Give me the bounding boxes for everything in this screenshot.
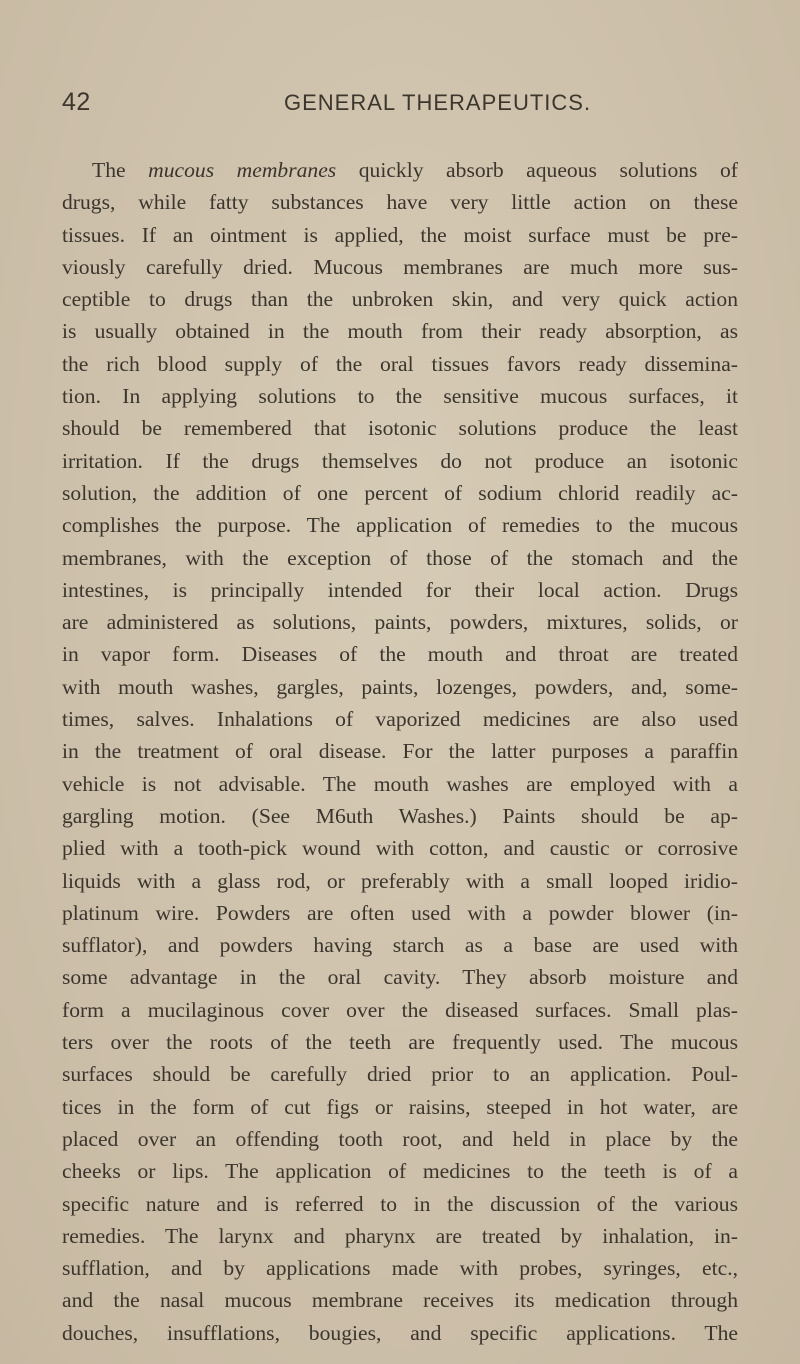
- text-line: are administered as solutions, paints, powders, mixtures, solids, or: [62, 610, 738, 635]
- text-line: gargling motion. (See M6uth Washes.) Paints should be ap-: [62, 803, 738, 828]
- text-line: in the treatment of oral disease. For the latter purposes a paraffin: [62, 739, 738, 764]
- text-line: sufflation, and by applications made with probes, syringes, etc.,: [62, 1256, 738, 1281]
- line-1-rest: quickly absorb aqueous solutions of: [358, 158, 738, 182]
- text-line: ceptible to drugs than the unbroken skin, and very quick action: [62, 287, 738, 312]
- text-line: sufflator), and powders having starch as a base are used with: [62, 933, 738, 958]
- text-line: times, salves. Inhalations of vaporized medicines are also used: [62, 707, 738, 732]
- text-line: tices in the form of cut figs or raisins, steeped in hot water, are: [62, 1094, 738, 1119]
- text-line: drugs, while fatty substances have very little action on these: [62, 190, 738, 215]
- italic-term: mucous membranes: [148, 158, 337, 182]
- text-line: tion. In applying solutions to the sensitive mucous surfaces, it: [62, 384, 738, 409]
- text-line: in vapor form. Diseases of the mouth and throat are treated: [62, 642, 738, 667]
- text-line: plied with a tooth-pick wound with cotton, and caustic or corrosive: [62, 836, 738, 861]
- text-line: the rich blood supply of the oral tissues favors ready dissemina-: [62, 351, 738, 376]
- text-line: complishes the purpose. The application of remedies to the mucous: [62, 513, 738, 538]
- text-line-1: [62, 154, 738, 186]
- text-line: remedies. The larynx and pharynx are treated by inhalation, in-: [62, 1223, 738, 1248]
- text-line: platinum wire. Powders are often used with a powder blower (in-: [62, 900, 738, 925]
- running-head: [62, 88, 732, 128]
- text-line: irritation. If the drugs themselves do not produce an isotonic: [62, 448, 738, 473]
- line-1-lead: The: [92, 158, 126, 182]
- text-line: with mouth washes, gargles, paints, lozenges, powders, and, some-: [62, 674, 738, 699]
- text-line: form a mucilaginous cover over the diseased surfaces. Small plas-: [62, 997, 738, 1022]
- text-line: viously carefully dried. Mucous membranes are much more sus-: [62, 254, 738, 279]
- text-line: surfaces should be carefully dried prior to an application. Poul-: [62, 1062, 738, 1087]
- text-line: solution, the addition of one percent of sodium chlorid readily ac-: [62, 480, 738, 505]
- text-line: cheeks or lips. The application of medicines to the teeth is of a: [62, 1159, 738, 1184]
- text-line: liquids with a glass rod, or preferably with a small looped iridio-: [62, 868, 738, 893]
- text-line: douches, insufflations, bougies, and specific applications. The: [62, 1320, 738, 1345]
- text-line: should be remembered that isotonic solutions produce the least: [62, 416, 738, 441]
- text-line: and the nasal mucous membrane receives its medication through: [62, 1288, 738, 1313]
- running-title: GENERAL THERAPEUTICS.: [284, 90, 592, 115]
- text-line: membranes, with the exception of those of the stomach and the: [62, 545, 738, 570]
- text-line: specific nature and is referred to in the discussion of the various: [62, 1191, 738, 1216]
- page-number: 42: [62, 88, 91, 116]
- text-line: is usually obtained in the mouth from their ready absorption, as: [62, 319, 738, 344]
- text-line: ters over the roots of the teeth are frequently used. The mucous: [62, 1030, 738, 1055]
- body-paragraph: [62, 154, 738, 1349]
- text-line: some advantage in the oral cavity. They absorb moisture and: [62, 965, 738, 990]
- text-line: intestines, is principally intended for their local action. Drugs: [62, 577, 738, 602]
- text-line: tissues. If an ointment is applied, the moist surface must be pre-: [62, 222, 738, 247]
- text-line: placed over an offending tooth root, and held in place by the: [62, 1126, 738, 1151]
- text-line: vehicle is not advisable. The mouth washes are employed with a: [62, 771, 738, 796]
